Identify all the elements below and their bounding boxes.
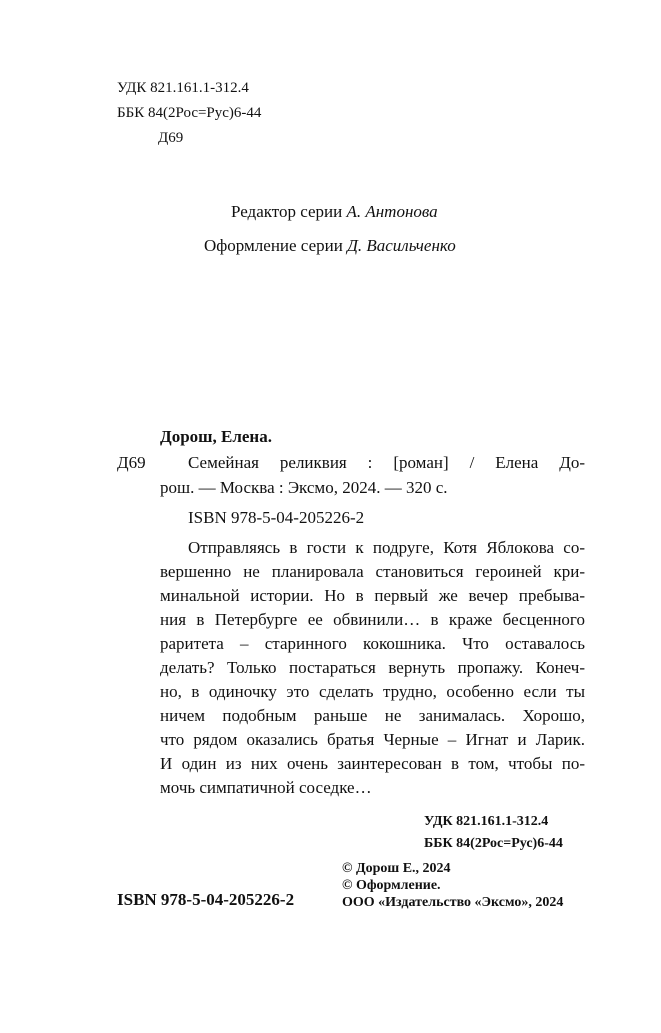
annotation-line: но, в одиночку это сделать трудно, особенно если ты	[160, 682, 585, 701]
copyright-publisher: ООО «Издательство «Эксмо», 2024	[342, 895, 564, 910]
udk-code-top: УДК 821.161.1-312.4	[117, 80, 249, 96]
annotation-line: мочь симпатичной соседке…	[160, 778, 372, 797]
series-design-label: Оформление серии	[204, 236, 343, 255]
copyright-design: © Оформление.	[342, 878, 441, 893]
bbk-code-bottom: ББК 84(2Рос=Рус)6-44	[424, 836, 563, 851]
annotation-line: минальной истории. Но в первый же вечер пребыва-	[160, 586, 585, 605]
annotation-line: ничем подобным раньше не занималась. Хорошо,	[160, 706, 585, 725]
isbn-bottom: ISBN 978-5-04-205226-2	[117, 890, 295, 909]
series-design-line	[204, 236, 456, 256]
series-editor-name: А. Антонова	[346, 202, 438, 221]
copyright-author: © Дорош Е., 2024	[342, 861, 451, 876]
annotation-line: что рядом оказались братья Черные – Игнат и Ларик.	[160, 730, 585, 749]
annotation-line: раритета – старинного кокошника. Что оставалось	[160, 634, 585, 653]
series-design-name: Д. Васильченко	[347, 236, 456, 255]
annotation-line: И один из них очень заинтересован в том, чтобы по-	[160, 754, 585, 773]
isbn-catalog: ISBN 978-5-04-205226-2	[188, 508, 365, 527]
author-mark-catalog: Д69	[117, 453, 146, 472]
bibliographic-line-1: Семейная реликвия : [роман] / Елена До-	[188, 453, 585, 472]
series-editor-label: Редактор серии	[231, 202, 343, 221]
series-editor-line	[231, 202, 438, 222]
author-heading: Дорош, Елена.	[160, 427, 272, 446]
bibliographic-line-2: рош. — Москва : Эксмо, 2024. — 320 с.	[160, 478, 448, 497]
annotation-line: вершенно не планировала становиться героиней кри-	[160, 562, 585, 581]
annotation-line: Отправляясь в гости к подруге, Котя Яблокова со-	[188, 538, 585, 557]
author-mark-top: Д69	[158, 130, 184, 146]
bbk-code-top: ББК 84(2Рос=Рус)6-44	[117, 105, 262, 121]
annotation-line: делать? Только постараться вернуть пропажу. Конеч-	[160, 658, 585, 677]
udk-code-bottom: УДК 821.161.1-312.4	[424, 814, 549, 829]
annotation-line: ния в Петербурге ее обвинили… в краже бесценного	[160, 610, 585, 629]
